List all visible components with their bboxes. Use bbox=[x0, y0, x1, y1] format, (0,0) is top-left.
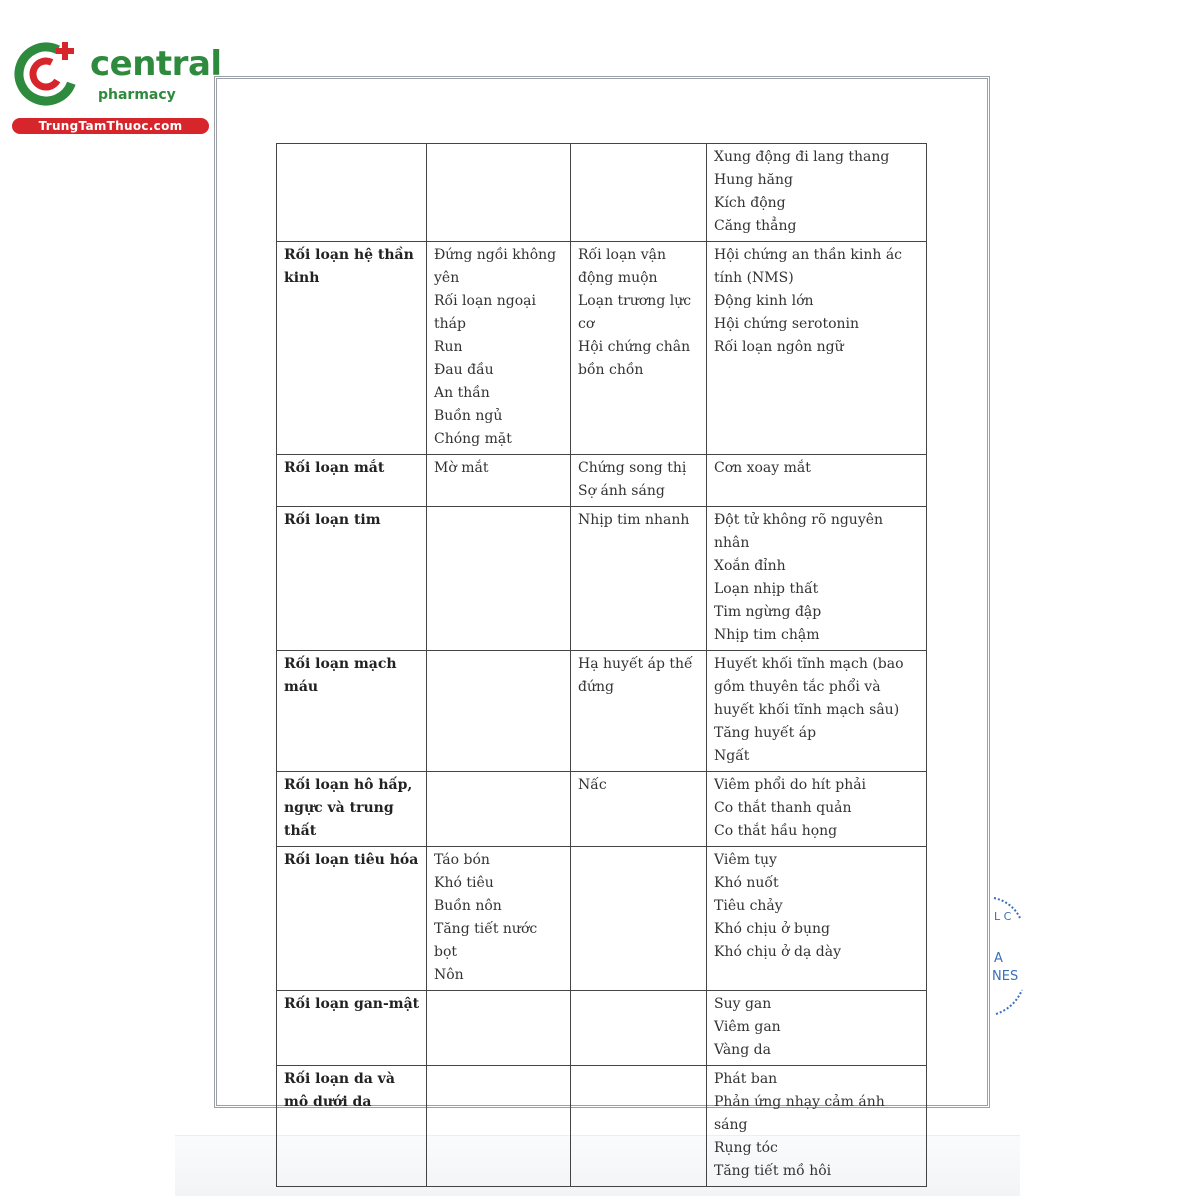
reaction-cell-c2 bbox=[571, 772, 707, 847]
organ-class-cell: Rối loạn da và mô dưới da bbox=[277, 1066, 427, 1187]
reaction-item: Tăng tiết mồ hôi bbox=[714, 1163, 832, 1179]
reaction-item: Đau đầu bbox=[434, 362, 494, 378]
reaction-item: An thần bbox=[434, 385, 490, 401]
reaction-cell-c3 bbox=[707, 991, 927, 1066]
reaction-item: Viêm gan bbox=[714, 1019, 781, 1035]
reaction-item: Đứng ngồi không yên bbox=[434, 247, 557, 286]
adverse-reactions-table-body bbox=[277, 144, 927, 1187]
reaction-cell-c2 bbox=[571, 991, 707, 1066]
reaction-cell-c1 bbox=[427, 455, 571, 507]
reaction-cell-c3 bbox=[707, 847, 927, 991]
reaction-item: Rối loạn ngoại tháp bbox=[434, 293, 536, 332]
reaction-item: Huyết khối tĩnh mạch (bao gồm thuyên tắc phổi và huyết khối tĩnh mạch sâu) bbox=[714, 656, 904, 718]
reaction-item: Xoắn đỉnh bbox=[714, 558, 786, 574]
reaction-item: Phản ứng nhạy cảm ánh sáng bbox=[714, 1094, 885, 1133]
reaction-item: Cơn xoay mắt bbox=[714, 460, 811, 476]
reaction-item: Tăng tiết nước bọt bbox=[434, 921, 538, 960]
reaction-item: Chứng song thị bbox=[578, 460, 687, 476]
reaction-item: Khó nuốt bbox=[714, 875, 779, 891]
reaction-item: Hội chứng chân bồn chồn bbox=[578, 339, 691, 378]
reaction-item: Đột tử không rõ nguyên nhân bbox=[714, 512, 884, 551]
table-row bbox=[277, 455, 927, 507]
reaction-cell-c3 bbox=[707, 242, 927, 455]
seal-stamp-fragment bbox=[990, 890, 1030, 1030]
reaction-item: Nôn bbox=[434, 967, 464, 983]
table-row bbox=[277, 144, 927, 242]
table-row bbox=[277, 991, 927, 1066]
reaction-item: Hạ huyết áp thế đứng bbox=[578, 656, 693, 695]
reaction-cell-c1 bbox=[427, 847, 571, 991]
stamp-text-2: A bbox=[994, 951, 1003, 966]
reaction-item: Co thắt thanh quản bbox=[714, 800, 852, 816]
reaction-cell-c3 bbox=[707, 507, 927, 651]
reaction-item: Loạn nhịp thất bbox=[714, 581, 819, 597]
table-row bbox=[277, 651, 927, 772]
reaction-cell-c1 bbox=[427, 1066, 571, 1187]
reaction-cell-c2 bbox=[571, 847, 707, 991]
logo-url[interactable]: TrungTamThuoc.com bbox=[12, 118, 209, 134]
reaction-item: Chóng mặt bbox=[434, 431, 512, 447]
reaction-item: Run bbox=[434, 339, 463, 355]
reaction-item: Loạn trương lực cơ bbox=[578, 293, 692, 332]
reaction-item: Khó tiêu bbox=[434, 875, 494, 891]
organ-class-cell: Rối loạn gan-mật bbox=[277, 991, 427, 1066]
reaction-item: Hội chứng an thần kinh ác tính (NMS) bbox=[714, 247, 903, 286]
reaction-item: Viêm tụy bbox=[714, 852, 777, 868]
reaction-item: Tiêu chảy bbox=[714, 898, 783, 914]
reaction-item: Buồn ngủ bbox=[434, 408, 503, 424]
reaction-cell-c2 bbox=[571, 1066, 707, 1187]
reaction-cell-c3 bbox=[707, 455, 927, 507]
reaction-cell-c3 bbox=[707, 1066, 927, 1187]
reaction-item: Xung động đi lang thang bbox=[714, 149, 890, 165]
reaction-cell-c1 bbox=[427, 242, 571, 455]
organ-class-cell bbox=[277, 144, 427, 242]
reaction-item: Suy gan bbox=[714, 996, 772, 1012]
reaction-item: Buồn nôn bbox=[434, 898, 502, 914]
reaction-cell-c1 bbox=[427, 651, 571, 772]
logo-subtitle: pharmacy bbox=[98, 87, 176, 103]
table-row bbox=[277, 772, 927, 847]
pharmacy-cross-logo-icon bbox=[12, 38, 84, 110]
reaction-item: Rối loạn vận động muộn bbox=[578, 247, 667, 286]
reaction-item: Tim ngừng đập bbox=[714, 604, 822, 620]
organ-class-cell: Rối loạn hệ thần kinh bbox=[277, 242, 427, 455]
table-row bbox=[277, 242, 927, 455]
reaction-item: Khó chịu ở bụng bbox=[714, 921, 830, 937]
logo-name: central bbox=[90, 44, 222, 84]
reaction-item: Hung hăng bbox=[714, 172, 793, 188]
reaction-cell-c3 bbox=[707, 772, 927, 847]
organ-class-cell: Rối loạn mắt bbox=[277, 455, 427, 507]
reaction-item: Sợ ánh sáng bbox=[578, 483, 665, 499]
reaction-item: Ngất bbox=[714, 748, 750, 764]
reaction-item: Động kinh lớn bbox=[714, 293, 814, 309]
table-row bbox=[277, 847, 927, 991]
adverse-reactions-table bbox=[276, 143, 927, 1187]
organ-class-cell: Rối loạn mạch máu bbox=[277, 651, 427, 772]
reaction-cell-c1 bbox=[427, 144, 571, 242]
reaction-cell-c1 bbox=[427, 507, 571, 651]
reaction-item: Nhịp tim chậm bbox=[714, 627, 820, 643]
reaction-cell-c2 bbox=[571, 242, 707, 455]
table-row bbox=[277, 507, 927, 651]
reaction-cell-c1 bbox=[427, 772, 571, 847]
reaction-item: Nấc bbox=[578, 777, 607, 793]
reaction-item: Rối loạn ngôn ngữ bbox=[714, 339, 844, 355]
reaction-item: Hội chứng serotonin bbox=[714, 316, 860, 332]
reaction-item: Viêm phổi do hít phải bbox=[714, 777, 867, 793]
reaction-item: Vàng da bbox=[714, 1042, 771, 1058]
table-row bbox=[277, 1066, 927, 1187]
reaction-cell-c3 bbox=[707, 144, 927, 242]
reaction-item: Khó chịu ở dạ dày bbox=[714, 944, 842, 960]
reaction-cell-c3 bbox=[707, 651, 927, 772]
reaction-cell-c2 bbox=[571, 507, 707, 651]
reaction-item: Co thắt hầu họng bbox=[714, 823, 838, 839]
reaction-item: Mờ mắt bbox=[434, 460, 489, 476]
reaction-item: Kích động bbox=[714, 195, 786, 211]
reaction-cell-c2 bbox=[571, 144, 707, 242]
organ-class-cell: Rối loạn tiêu hóa bbox=[277, 847, 427, 991]
stamp-text-3: NES bbox=[992, 969, 1019, 984]
reaction-item: Rụng tóc bbox=[714, 1140, 778, 1156]
central-pharmacy-logo[interactable] bbox=[12, 38, 222, 138]
reaction-cell-c1 bbox=[427, 991, 571, 1066]
reaction-item: Căng thẳng bbox=[714, 218, 797, 234]
organ-class-cell: Rối loạn hô hấp, ngực và trung thất bbox=[277, 772, 427, 847]
organ-class-cell: Rối loạn tim bbox=[277, 507, 427, 651]
stamp-text-1: L C bbox=[994, 910, 1012, 923]
reaction-cell-c2 bbox=[571, 651, 707, 772]
reaction-item: Nhịp tim nhanh bbox=[578, 512, 690, 528]
reaction-item: Phát ban bbox=[714, 1071, 778, 1087]
reaction-cell-c2 bbox=[571, 455, 707, 507]
reaction-item: Táo bón bbox=[434, 852, 490, 868]
reaction-item: Tăng huyết áp bbox=[714, 725, 817, 741]
